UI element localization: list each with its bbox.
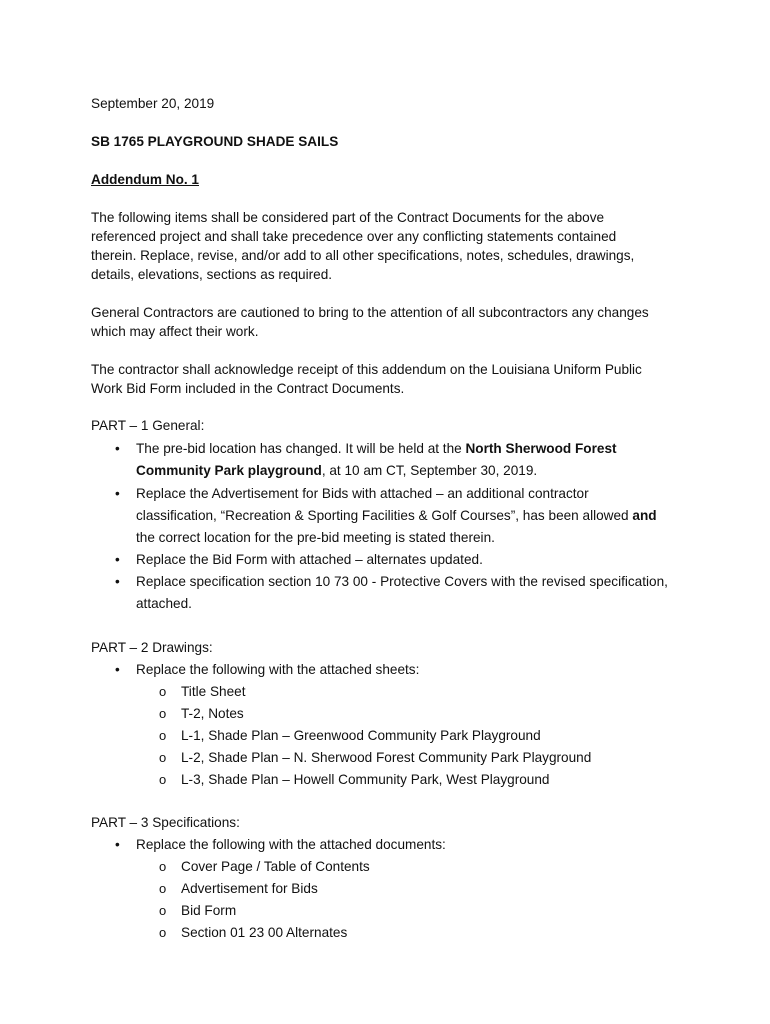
- part3-subitem: Bid Form: [181, 903, 237, 918]
- sub-bullet-icon: o: [159, 859, 167, 874]
- sub-bullet-icon: o: [159, 728, 167, 743]
- part1-item1-time: , at 10 am CT, September 30, 2019.: [321, 463, 538, 478]
- part3-subitem: Cover Page / Table of Contents: [181, 859, 370, 874]
- part2-subitem: L-3, Shade Plan – Howell Community Park, West Playground: [181, 772, 550, 787]
- bullet-icon: •: [115, 662, 120, 677]
- bullet-icon: •: [115, 552, 120, 567]
- part2-item1: Replace the following with the attached sheets:: [136, 662, 420, 677]
- sub-bullet-icon: o: [159, 706, 167, 721]
- part2-heading: PART – 2 Drawings:: [91, 640, 213, 655]
- part1-item2-line2: [136, 506, 657, 525]
- part1-item1-location: North Sherwood Forest: [465, 441, 617, 456]
- part1-item2-and: and: [632, 508, 657, 523]
- bullet-icon: •: [115, 837, 120, 852]
- caution-line: General Contractors are cautioned to bring to the attention of all subcontractors any changes: [91, 305, 649, 320]
- part1-item1-line1: [136, 439, 617, 458]
- addendum-title: Addendum No. 1: [91, 172, 199, 187]
- intro-line: therein. Replace, revise, and/or add to all other specifications, notes, schedules, drawings,: [91, 248, 635, 263]
- sub-bullet-icon: o: [159, 903, 167, 918]
- sub-bullet-icon: o: [159, 925, 167, 940]
- sub-bullet-icon: o: [159, 750, 167, 765]
- part2-subitem: L-2, Shade Plan – N. Sherwood Forest Community Park Playground: [181, 750, 592, 765]
- part1-item2-text: classification, “Recreation & Sporting Facilities & Golf Courses”, has been allowed: [136, 508, 633, 523]
- part2-subitem: L-1, Shade Plan – Greenwood Community Park Playground: [181, 728, 541, 743]
- sub-bullet-icon: o: [159, 684, 167, 699]
- part1-item4-line1: Replace specification section 10 73 00 - Protective Covers with the revised specification,: [136, 574, 668, 589]
- document-date: September 20, 2019: [91, 96, 215, 111]
- part3-item1: Replace the following with the attached documents:: [136, 837, 446, 852]
- part2-subitem: Title Sheet: [181, 684, 246, 699]
- intro-line: referenced project and shall take precedence over any conflicting statements contained: [91, 229, 617, 244]
- part1-item1-text: The pre-bid location has changed. It will be held at the: [136, 441, 466, 456]
- bullet-icon: •: [115, 574, 120, 589]
- bullet-icon: •: [115, 486, 120, 501]
- intro-line: The following items shall be considered part of the Contract Documents for the above: [91, 210, 605, 225]
- part1-item1-location-cont: Community Park playground: [136, 463, 322, 478]
- caution-line: which may affect their work.: [91, 324, 259, 339]
- bullet-icon: •: [115, 441, 120, 456]
- part1-heading: PART – 1 General:: [91, 418, 205, 433]
- acknowledge-line: Work Bid Form included in the Contract Documents.: [91, 381, 405, 396]
- sub-bullet-icon: o: [159, 772, 167, 787]
- intro-line: details, elevations, sections as required.: [91, 267, 333, 282]
- part3-subitem: Advertisement for Bids: [181, 881, 318, 896]
- part1-item4-line2: attached.: [136, 596, 192, 611]
- part3-heading: PART – 3 Specifications:: [91, 815, 240, 830]
- part3-subitem: Section 01 23 00 Alternates: [181, 925, 348, 940]
- project-title: SB 1765 PLAYGROUND SHADE SAILS: [91, 134, 339, 149]
- part1-item2-line1: Replace the Advertisement for Bids with attached – an additional contractor: [136, 486, 589, 501]
- part2-subitem: T-2, Notes: [181, 706, 244, 721]
- part1-item3-line1: Replace the Bid Form with attached – alternates updated.: [136, 552, 483, 567]
- acknowledge-line: The contractor shall acknowledge receipt of this addendum on the Louisiana Uniform Public: [91, 362, 642, 377]
- part1-item1-line2: [136, 461, 537, 480]
- part1-item2-line3: the correct location for the pre-bid meeting is stated therein.: [136, 530, 495, 545]
- sub-bullet-icon: o: [159, 881, 167, 896]
